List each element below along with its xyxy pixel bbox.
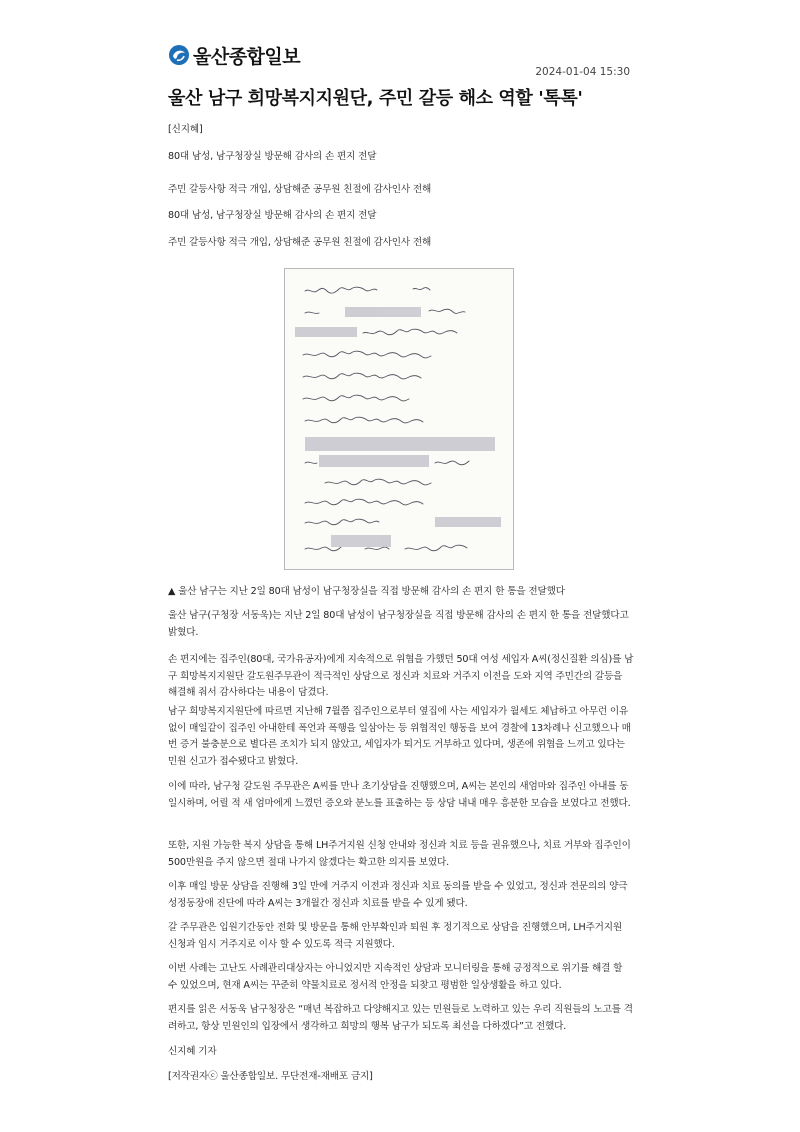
- reporter-name: 신지혜 기자: [168, 1046, 217, 1057]
- copyright-notice: [저작권자ⓒ 울산종합일보. 무단전재-재배포 금지]: [168, 1071, 373, 1082]
- article-paragraph: 이후 매일 방문 상담을 진행해 3일 만에 거주지 이전과 정신과 치료 동의를 받을 수 있었고, 정신과 전문의의 양극성정동장애 진단에 따라 A씨는 3개월간 정신과 치료를 받을 수 있게 됐다.: [168, 881, 628, 909]
- article-paragraph: 편지를 읽은 서동욱 남구청장은 “매년 복잡하고 다양해지고 있는 민원들로 노력하고 있는 우리 직원들의 노고를 격려하고, 항상 민원인의 입장에서 생각하고 희망의 행복 남구가 되도록 최선을 다하겠다”고 전했다.: [168, 1004, 633, 1032]
- article-paragraph: 손 편지에는 집주인(80대, 국가유공자)에게 지속적으로 위협을 가했던 50대 여성 세입자 A씨(정신질환 의심)를 남구 희망복지지원단 갈도원주무관이 적극적인 상담으로 정신과 치료와 거주지 이전을 도와 지역 주민간의 갈등을 해결해 줘서 감사하다는 내용이 담겼다.: [168, 654, 634, 698]
- article-paragraph: 남구 희망복지지원단에 따르면 지난해 7월쯤 집주인으로부터 옆집에 사는 세입자가 월세도 체납하고 아무런 이유없이 매일같이 집주인 아내한테 폭언과 폭행을 일삼아는 등 위협적인 행동을 보여 경찰에 13차례나 신고했으나 매번 증거 불충분으로 별다른 조치가 되지 않았고, 세입자가 퇴거도 거부하고 있다며, 생존에 위협을 느끼고 있다는 민원 신고가 접수됐다고 밝혔다.: [168, 706, 631, 767]
- masthead[interactable]: [168, 42, 300, 68]
- newspaper-logo-icon: [168, 44, 190, 66]
- article-datetime: 2024-01-04 15:30: [535, 66, 630, 78]
- article-title: 울산 남구 희망복지지원단, 주민 갈등 해소 역할 '톡톡': [168, 88, 583, 109]
- article-paragraph: 이번 사례는 고난도 사례관리대상자는 아니었지만 지속적인 상담과 모니터링을 통해 긍정적으로 위기를 해결 할 수 있었으며, 현재 A씨는 꾸준히 약물치료로 정서적 안정을 되찾고 평범한 일상생활을 하고 있다.: [168, 963, 623, 991]
- article-byline: [신지혜]: [168, 124, 203, 135]
- photo-caption: ▲ 울산 남구는 지난 2일 80대 남성이 남구청장실을 직접 방문해 감사의 손 편지 한 통을 전달했다: [168, 586, 565, 597]
- newspaper-name: 울산종합일보: [193, 45, 301, 68]
- article-paragraph: 이에 따라, 남구청 갈도원 주무관은 A씨를 만나 초기상담을 진행했으며, A씨는 본인의 새엄마와 집주인 아내를 동일시하며, 어릴 적 새 엄마에게 느꼈던 증오와 분노를 표출하는 등 상담 내내 매우 흥분한 모습을 보였다고 전했다.: [168, 781, 631, 809]
- article-subhead-2: 주민 갈등사항 적극 개입, 상담해준 공무원 친절에 감사인사 전해: [168, 184, 432, 195]
- article-subhead-1: 80대 남성, 남구청장실 방문해 감사의 손 편지 전달: [168, 151, 377, 162]
- article-subhead-3: 80대 남성, 남구청장실 방문해 감사의 손 편지 전달: [168, 210, 377, 221]
- handwritten-letter-photo: [284, 268, 514, 570]
- article-paragraph: 갈 주무관은 입원기간동안 전화 및 방문을 통해 안부확인과 퇴원 후 정기적으로 상담을 진행했으며, LH주거지원 신청과 임시 거주지로 이사 할 수 있도록 적극 지원했다.: [168, 922, 623, 950]
- article-subhead-4: 주민 갈등사항 적극 개입, 상담해준 공무원 친절에 감사인사 전해: [168, 237, 432, 248]
- article-paragraph: 울산 남구(구청장 서동욱)는 지난 2일 80대 남성이 남구청장실을 직접 방문해 감사의 손 편지 한 통을 전달했다고 밝혔다.: [168, 610, 629, 638]
- handwritten-letter-icon: [285, 269, 513, 569]
- article-paragraph: 또한, 지원 가능한 복지 상담을 통해 LH주거지원 신청 안내와 정신과 치료 등을 권유했으나, 치료 거부와 집주인이 500만원을 주지 않으면 절대 나가지 않겠다는 확고한 의지를 보였다.: [168, 840, 631, 868]
